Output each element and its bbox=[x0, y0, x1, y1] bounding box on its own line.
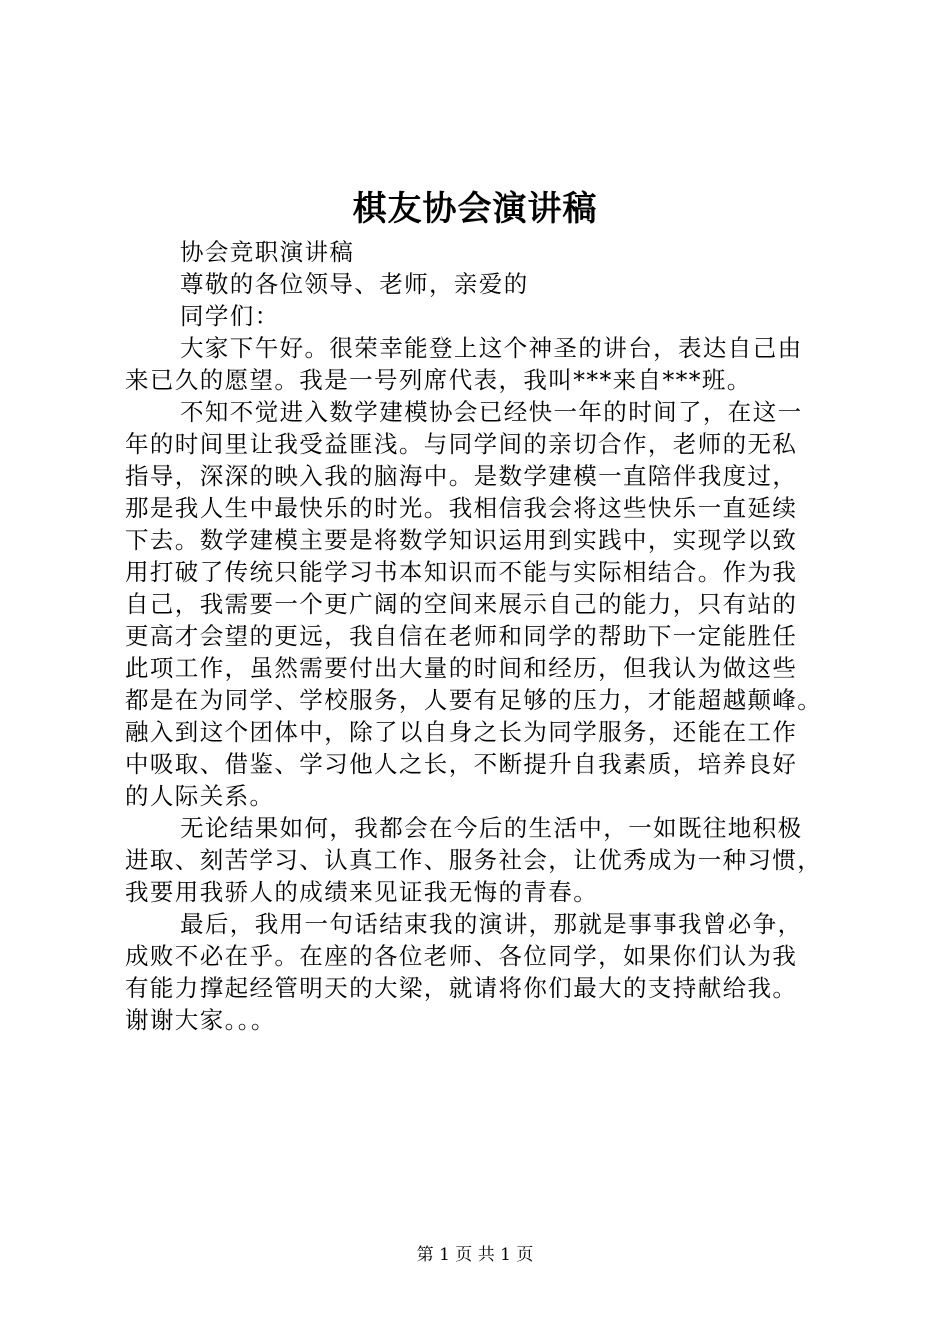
paragraph-line: 进取、刻苦学习、认真工作、服务社会，让优秀成为一种习惯， bbox=[125, 846, 823, 874]
subtitle-line: 协会竞职演讲稿 bbox=[180, 238, 355, 266]
paragraph-line: 来已久的愿望。我是一号列席代表，我叫***来自***班。 bbox=[125, 366, 752, 394]
paragraph-line: 此项工作，虽然需要付出大量的时间和经历，但我认为做这些 bbox=[125, 654, 798, 682]
paragraph-line: 无论结果如何，我都会在今后的生活中，一如既往地积极 bbox=[180, 814, 803, 842]
paragraph-line: 用打破了传统只能学习书本知识而不能与实际相结合。作为我 bbox=[125, 558, 798, 586]
paragraph-line: 融入到这个团体中，除了以自身之长为同学服务，还能在工作 bbox=[125, 718, 798, 746]
paragraph-line: 中吸取、借鉴、学习他人之长，不断提升自我素质，培养良好 bbox=[125, 750, 798, 778]
paragraph-line: 指导，深深的映入我的脑海中。是数学建模一直陪伴我度过， bbox=[125, 462, 798, 490]
paragraph-line: 都是在为同学、学校服务，人要有足够的压力，才能超越颠峰。 bbox=[125, 686, 823, 714]
paragraph-line: 的人际关系。 bbox=[125, 782, 275, 810]
paragraph-line: 我要用我骄人的成绩来见证我无悔的青春。 bbox=[125, 878, 599, 906]
document-title: 棋友协会演讲稿 bbox=[352, 189, 598, 229]
paragraph-line: 有能力撑起经管明天的大梁，就请将你们最大的支持献给我。 bbox=[125, 974, 798, 1002]
paragraph-line: 那是我人生中最快乐的时光。我相信我会将这些快乐一直延续 bbox=[125, 494, 798, 522]
paragraph-line: 不知不觉进入数学建模协会已经快一年的时间了，在这一 bbox=[180, 398, 803, 426]
salutation-line: 同学们： bbox=[180, 302, 280, 330]
paragraph-line: 谢谢大家。。。 bbox=[125, 1006, 276, 1034]
paragraph-line: 年的时间里让我受益匪浅。与同学间的亲切合作，老师的无私 bbox=[125, 430, 798, 458]
paragraph-line: 成败不必在乎。在座的各位老师、各位同学，如果你们认为我 bbox=[125, 942, 798, 970]
paragraph-line: 大家下午好。很荣幸能登上这个神圣的讲台，表达自己由 bbox=[180, 334, 803, 362]
paragraph-line: 最后，我用一句话结束我的演讲，那就是事事我曾必争， bbox=[180, 910, 803, 938]
paragraph-line: 更高才会望的更远，我自信在老师和同学的帮助下一定能胜任 bbox=[125, 622, 798, 650]
document-body bbox=[125, 236, 837, 1036]
paragraph-line: 下去。数学建模主要是将数学知识运用到实践中，实现学以致 bbox=[125, 526, 798, 554]
page-footer: 第 1 页 共 1 页 bbox=[416, 1245, 534, 1265]
salutation-line: 尊敬的各位领导、老师，亲爱的 bbox=[180, 270, 529, 298]
paragraph-line: 自己，我需要一个更广阔的空间来展示自己的能力，只有站的 bbox=[125, 590, 798, 618]
